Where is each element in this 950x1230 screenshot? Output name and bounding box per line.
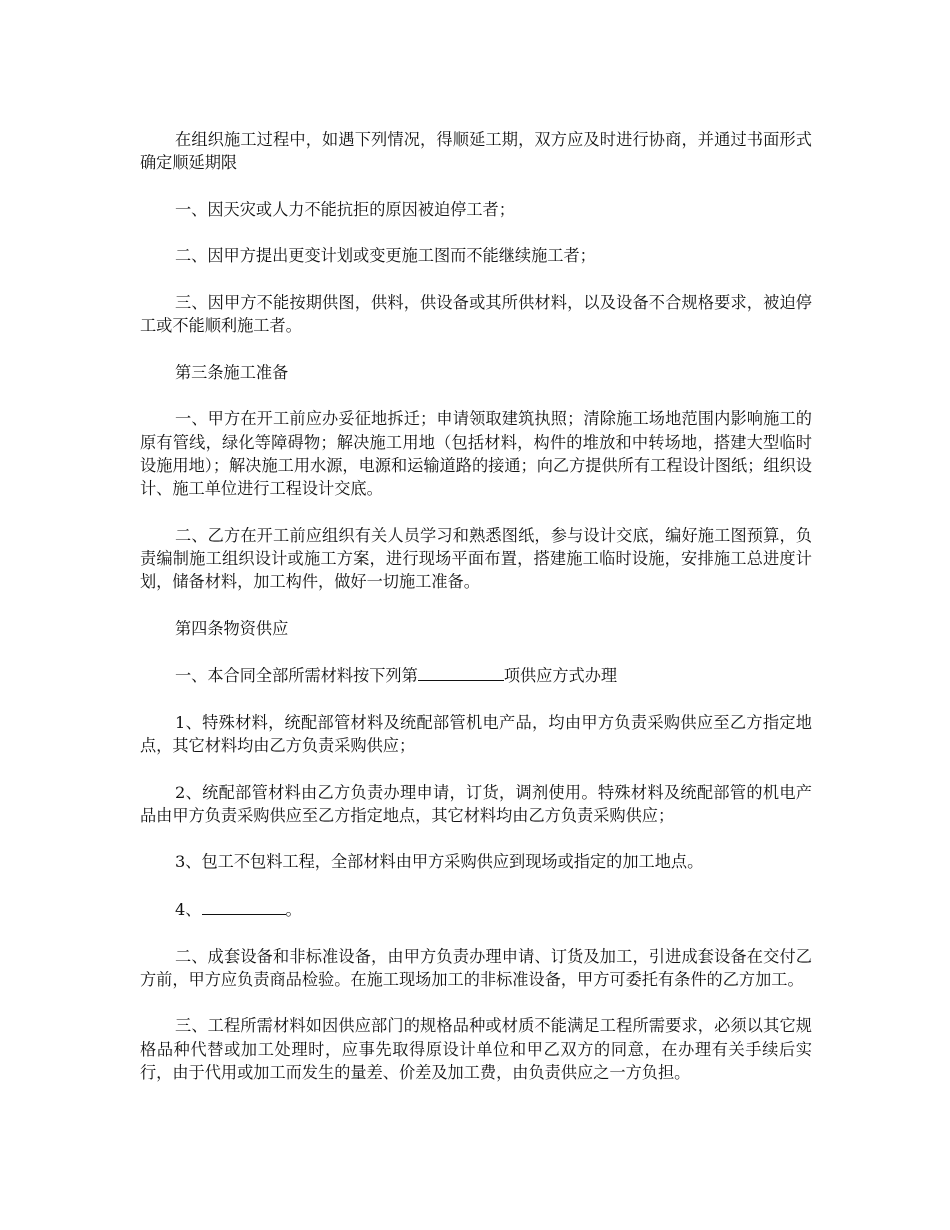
supply-option-1: 1、特殊材料，统配部管材料及统配部管机电产品，均由甲方负责采购供应至乙方指定地点，其它材料均由乙方负责采购供应； xyxy=(140,712,812,755)
supply-option-3: 3、包工不包料工程，全部材料由甲方采购供应到现场或指定的加工地点。 xyxy=(175,852,704,872)
article-4-title: 第四条物资供应 xyxy=(175,618,289,638)
supply-option-4-blank[interactable] xyxy=(202,897,286,915)
supply-method-text-before: 一、本合同全部所需材料按下列第 xyxy=(175,666,418,686)
article-3-paragraph-1: 一、甲方在开工前应办妥征地拆迁；申请领取建筑执照；清除施工场地范围内影响施工的原有管线，绿化等障碍物；解决施工用地（包括材料，构件的堆放和中转场地，搭建大型临时设施用地）；解决施工用水源，电源和运输道路的接通；向乙方提供所有工程设计图纸；组织设计、施工单位进行工程设计交底。 xyxy=(140,409,812,498)
delay-item-3: 三、因甲方不能按期供图，供料，供设备或其所供材料，以及设备不合规格要求，被迫停工或不能顺利施工者。 xyxy=(140,292,812,336)
delay-intro-paragraph: 在组织施工过程中，如遇下列情况，得顺延工期，双方应及时进行协商，并通过书面形式确定顺延期限 xyxy=(140,130,812,173)
article-3-paragraph-2: 二、乙方在开工前应组织有关人员学习和熟悉图纸，参与设计交底，编好施工图预算，负责编制施工组织设计或施工方案，进行现场平面布置，搭建施工临时设施，安排施工总进度计划，储备材料，加工构件，做好一切施工准备。 xyxy=(140,525,812,591)
supply-method-blank[interactable] xyxy=(418,663,504,681)
article-3-title: 第三条施工准备 xyxy=(175,362,289,382)
supply-option-4-prefix: 4、 xyxy=(175,899,202,919)
delay-item-1: 一、因天灾或人力不能抗拒的原因被迫停工者； xyxy=(175,199,515,219)
supply-method-line xyxy=(140,663,812,687)
article-4-paragraph-3: 三、工程所需材料如因供应部门的规格品种或材质不能满足工程所需要求，必须以其它规格品种代替或加工处理时，应事先取得原设计单位和甲乙双方的同意，在办理有关手续后实行，由于代用或加工而发生的量差、价差及加工费，由负责供应之一方负担。 xyxy=(140,1016,812,1082)
supply-option-4 xyxy=(140,897,812,921)
contract-page xyxy=(140,128,812,1107)
supply-method-text-after: 项供应方式办理 xyxy=(503,666,618,686)
article-4-paragraph-2: 二、成套设备和非标准设备，由甲方负责办理申请、订货及加工，引进成套设备在交付乙方前，甲方应负责商品检验。在施工现场加工的非标准设备，甲方可委托有条件的乙方加工。 xyxy=(140,946,812,989)
supply-option-4-suffix: 。 xyxy=(285,899,302,919)
delay-item-2: 二、因甲方提出更变计划或变更施工图而不能继续施工者； xyxy=(175,246,596,266)
supply-option-2: 2、统配部管材料由乙方负责办理申请，订货，调剂使用。特殊材料及统配部管的机电产品由甲方负责采购供应至乙方指定地点，其它材料均由乙方负责采购供应； xyxy=(140,782,812,825)
